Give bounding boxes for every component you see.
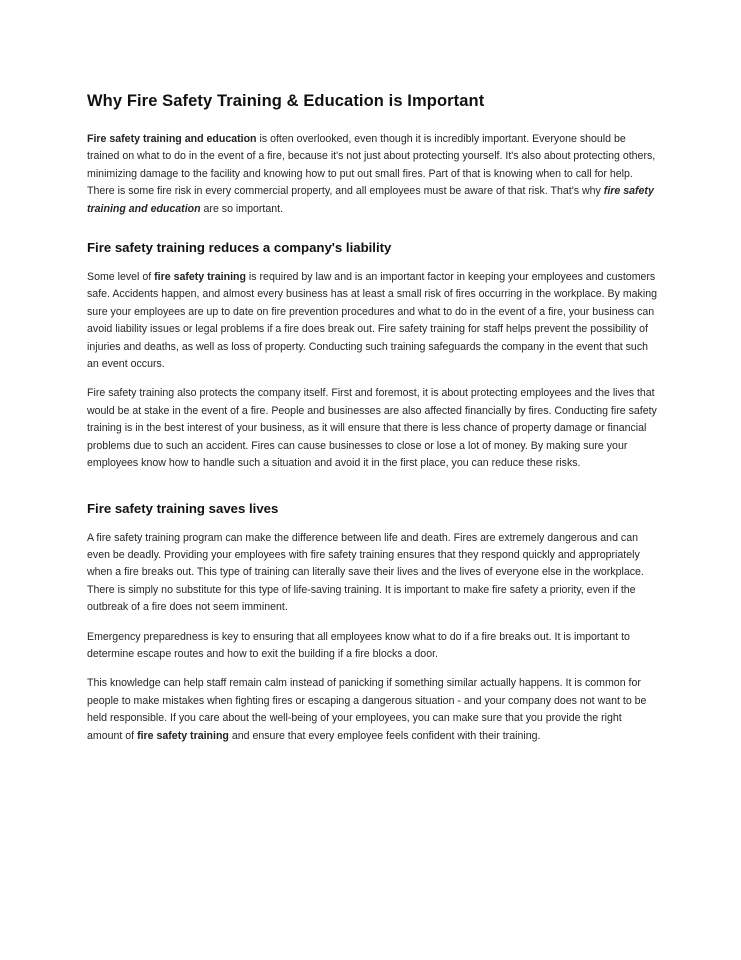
liability-p1-bold: fire safety training xyxy=(154,271,246,284)
saves-lives-p3-text-b: and ensure that every employee feels confident with their training. xyxy=(228,729,541,742)
saves-lives-p3-bold: fire safety training xyxy=(137,729,229,742)
intro-lead-bold: Fire safety training and education xyxy=(87,133,257,145)
saves-lives-paragraph-1: A fire safety training program can make the difference between life and death. Fires are extremely dangerous and can even be deadly. Providing your employees with fire safety training ensures that they respond quickly and appropriately when a fire breaks out. This type of training can literally save their lives and the lives of everyone else in the workplace. There is simply no substitute for this type of life-saving training. It is important to make fire safety a priority, even if the outbreak of a fire does not seem imminent. xyxy=(87,531,644,614)
section-heading-liability: Fire safety training reduces a company's liability xyxy=(87,240,392,256)
liability-paragraph-1 xyxy=(87,269,657,373)
page-title: Why Fire Safety Training & Education is Important xyxy=(87,92,485,110)
liability-p1-text-b: is required by law and is an important factor in keeping your employees and customers safe. Accidents happen, and almost every business has at least a small risk of fires occurring in the workplace. By making sure your employees are up to date on fire prevention procedures and what to do in the event of a fire, your business can avoid liability issues or legal problems if a fire does break out. Fire safety training for staff helps prevent the possibility of injuries and deaths, as well as loss of property. Conducting such training safeguards the company in the event that such an event occurs. xyxy=(87,271,657,371)
intro-emphasis: fire safety training and education xyxy=(87,185,654,215)
section-heading-saves-lives: Fire safety training saves lives xyxy=(87,500,279,516)
intro-paragraph xyxy=(87,131,657,218)
intro-text-a: is often overlooked, even though it is incredibly important. Everyone should be trained on what to do in the event of a fire, because it's not just about protecting yourself. It's also about protecting others, minimizing damage to the facility and knowing how to put out small fires. Part of that is knowing when to call for help. There is some fire risk in every commercial property, and all employees must be aware of that risk. That's why xyxy=(87,133,656,198)
liability-p1-text-a: Some level of xyxy=(87,271,155,284)
saves-lives-paragraph-3 xyxy=(87,675,657,745)
intro-text-b: are so important. xyxy=(200,202,284,215)
liability-paragraph-2: Fire safety training also protects the company itself. First and foremost, it is about protecting employees and the lives that would be at stake in the event of a fire. People and businesses are also affected financially by fires. Conducting fire safety training is in the best interest of your business, as it will ensure that there is less chance of property damage or financial problems due to such an accident. Fires can cause businesses to close or lose a lot of money. By making sure your employees know how to handle such a situation and avoid it in the first place, you can reduce these risks. xyxy=(87,387,657,470)
saves-lives-p3-text-a: This knowledge can help staff remain calm instead of panicking if something similar actually happens. It is common for people to make mistakes when fighting fires or escaping a dangerous situation - and your company does not want to be held responsible. If you care about the well-being of your employees, you can make sure that you provide the right amount of xyxy=(87,677,647,742)
saves-lives-paragraph-2: Emergency preparedness is key to ensuring that all employees know what to do if a fire breaks out. It is important to determine escape routes and how to exit the building if a fire blocks a door. xyxy=(87,630,630,660)
document-body xyxy=(87,92,657,757)
